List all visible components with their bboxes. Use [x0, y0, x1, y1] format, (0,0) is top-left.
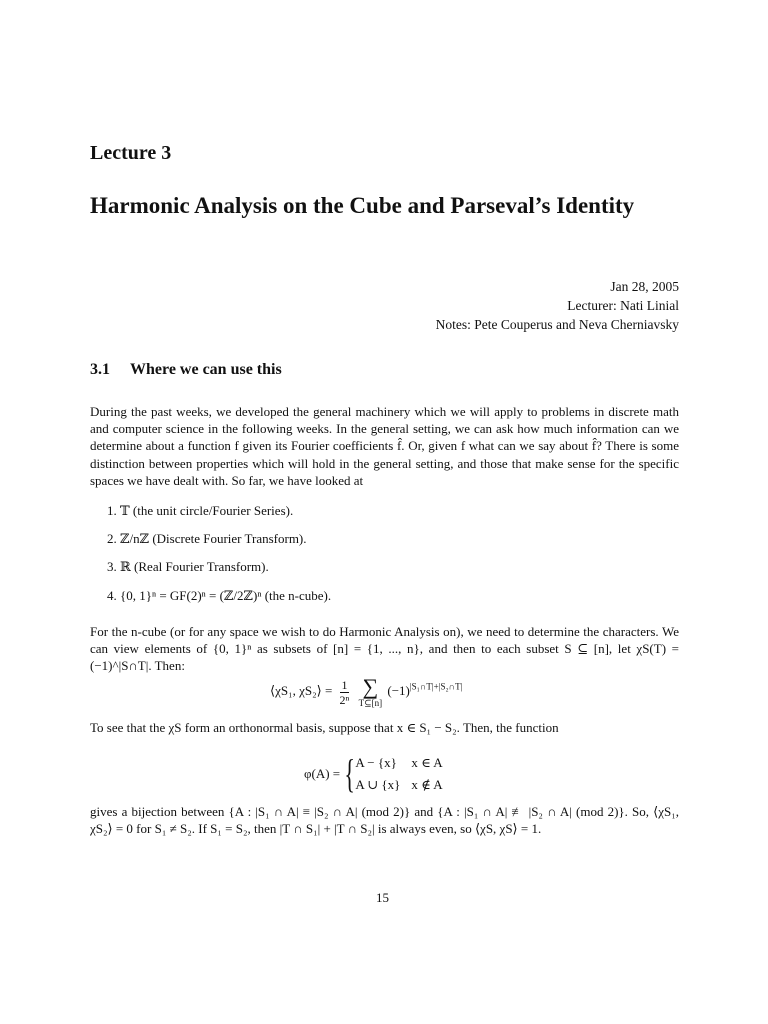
section-heading [90, 361, 282, 379]
paragraph-characters: For the n-cube (or for any space we wish to do Harmonic Analysis on), we need to determine the characters. We can view elements of {0, 1}ⁿ as subsets of [n] = {1, ..., n}, and then to each subset S ⊆ [n], let χS(T) = (−1)^|S∩T|. Then: [90, 624, 679, 674]
sum-term: (−1) [387, 682, 410, 698]
section-title: Where we can use this [130, 361, 282, 378]
section-number: 3.1 [90, 361, 110, 378]
paragraph-orthonormal: To see that the χS form an orthonormal basis, suppose that x ∈ S₁ − S₂. Then, the function [90, 720, 559, 735]
case-value: A ∪ {x} [355, 777, 401, 792]
case-condition: x ∉ A [411, 777, 443, 792]
page-number: 15 [376, 890, 389, 905]
list-item: 4. {0, 1}ⁿ = GF(2)ⁿ = (ℤ/2ℤ)ⁿ (the n-cube). [107, 588, 332, 603]
lecturer-line: Lecturer: Nati Linial [567, 298, 679, 313]
case-row [355, 774, 442, 796]
list-item: 1. 𝕋 (the unit circle/Fourier Series). [107, 503, 294, 518]
sum-exponent: |S₁∩T|+|S₂∩T| [409, 681, 463, 692]
page-title: Harmonic Analysis on the Cube and Parseval’s Identity [90, 193, 635, 218]
fraction-denominator: 2ⁿ [339, 692, 350, 707]
date-line: Jan 28, 2005 [610, 279, 679, 294]
lecture-heading: Lecture 3 [90, 142, 172, 164]
fraction [340, 678, 350, 707]
left-brace: { [344, 751, 356, 796]
fraction-numerator: 1 [341, 677, 348, 692]
case-value: A − {x} [355, 755, 397, 770]
list-item: 2. ℤ/nℤ (Discrete Fourier Transform). [107, 531, 307, 546]
case-row [355, 752, 442, 774]
case-condition: x ∈ A [411, 755, 443, 770]
cases [355, 752, 442, 796]
notes-line: Notes: Pete Couperus and Neva Cherniavsky [435, 317, 679, 332]
sum-index: T⊆[n] [358, 698, 383, 708]
metadata-block [436, 277, 679, 334]
paragraph-intro: During the past weeks, we developed the general machinery which we will apply to problems in discrete math and computer science in the following weeks. In the general setting, we can ask how much information can we determine about a function f given its Fourier coefficients f̂. Or, given f what can we say about f̂? There is some distinction between properties which will hold in the general setting, and those that make sense for the specific spaces we have dealt with. So far, we have looked at [90, 404, 679, 488]
sum-symbol: ∑ [362, 674, 379, 699]
list-item: 3. ℝ (Real Fourier Transform). [107, 559, 269, 574]
inner-product-equation [270, 676, 462, 708]
paragraph-bijection: gives a bijection between {A : |S₁ ∩ A| ≡ |S₂ ∩ A| (mod 2)} and {A : |S₁ ∩ A| ≢ |S₂ ∩ A| (mod 2)}. So, ⟨χS₁, χS₂⟩ = 0 for S₁ ≠ S₂. If S₁ = S₂, then |T ∩ S₁| + |T ∩ S₂| is always even, so ⟨χS, χS⟩ = 1. [90, 804, 679, 837]
function-lhs: φ(A) = [304, 766, 341, 781]
summation [359, 676, 383, 708]
piecewise-function-equation [304, 752, 443, 796]
equation-lhs: ⟨χS₁, χS₂⟩ = [270, 682, 333, 698]
